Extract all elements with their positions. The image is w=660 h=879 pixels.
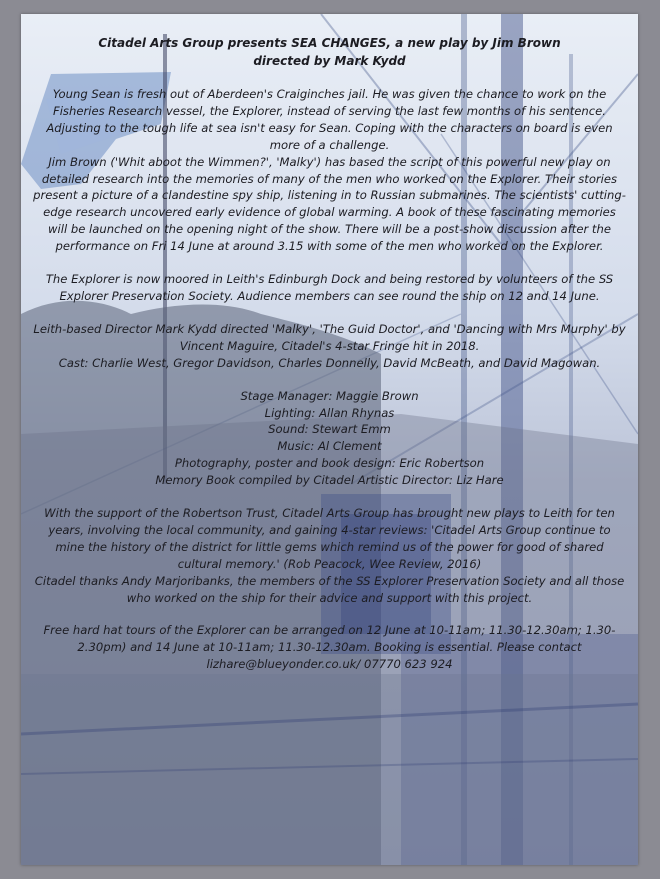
credit-line: Stage Manager: Maggie Brown [240,388,419,403]
credit-line: Photography, poster and book design: Eric Robertson [174,456,485,471]
background-paragraph: Jim Brown ('Whit aboot the Wimmen?', 'Malky') has based the script of this powerful new play on detailed research into the memories of many of the men who worked on the Explorer. Their stories present a picture of a clandestine spy ship, listening in to Russian submarines. The scientists' cutting-edge research uncovered early evidence of global warming. A book of these fascinating memories will be launched on the opening night of the show. There will be a post-show discussion after the performance on Fri 14 June at around 3.15 with some of the men who worked on the Explorer. [33,154,626,254]
credit-line: Lighting: Allan Rhynas [264,405,395,420]
credit-line: Music: Al Clement [277,439,382,454]
poster-subtitle: directed by Mark Kydd [253,54,406,68]
intro-paragraph: Young Sean is fresh out of Aberdeen's Craiginches jail. He was given the chance to work on the Fisheries Research vessel, the Explorer, instead of serving the last few months of his sentence. Adjusting to the tough life at sea isn't easy for Sean. Coping with the characters on board is even more of a challenge. [46,87,613,152]
credit-line: Sound: Stewart Emm [268,422,391,437]
tours-paragraph: Free hard hat tours of the Explorer can be arranged on 12 June at 10-11am; 11.30-12.30am; 1.30-2.30pm) and 14 June at 10-11am; 11.30-12.30am. Booking is essential. Please contact lizhare@blueyonder.co.uk/ 07770 623 924 [43,623,616,672]
credit-line: Memory Book compiled by Citadel Artistic Director: Liz Hare [155,473,504,488]
poster-text [33,34,626,673]
support-paragraph: With the support of the Robertson Trust, Citadel Arts Group has brought new plays to Leith for ten years, involving the local community, and gaining 4-star reviews: 'Citadel Arts Group continue to mine the history of the district for little gems which remind us of the power for good of shared cultural memory.' (Rob Peacock, Wee Review, 2016) [44,506,615,571]
poster-sheet [21,14,638,865]
poster-title: Citadel Arts Group presents SEA CHANGES, a new play by Jim Brown [98,36,561,50]
director-paragraph: Leith-based Director Mark Kydd directed 'Malky', 'The Guid Doctor', and 'Dancing with Mrs Murphy' by Vincent Maguire, Citadel's 4-star Fringe hit in 2018. [33,321,626,353]
cast-line: Cast: Charlie West, Gregor Davidson, Charles Donnelly, David McBeath, and David Magowan. [58,355,601,370]
thanks-paragraph: Citadel thanks Andy Marjoribanks, the members of the SS Explorer Preservation Society and all those who worked on the ship for their advice and support with this project. [34,573,625,605]
ship-paragraph: The Explorer is now moored in Leith's Edinburgh Dock and being restored by volunteers of the SS Explorer Preservation Society. Audience members can see round the ship on 12 and 14 June. [45,272,614,303]
